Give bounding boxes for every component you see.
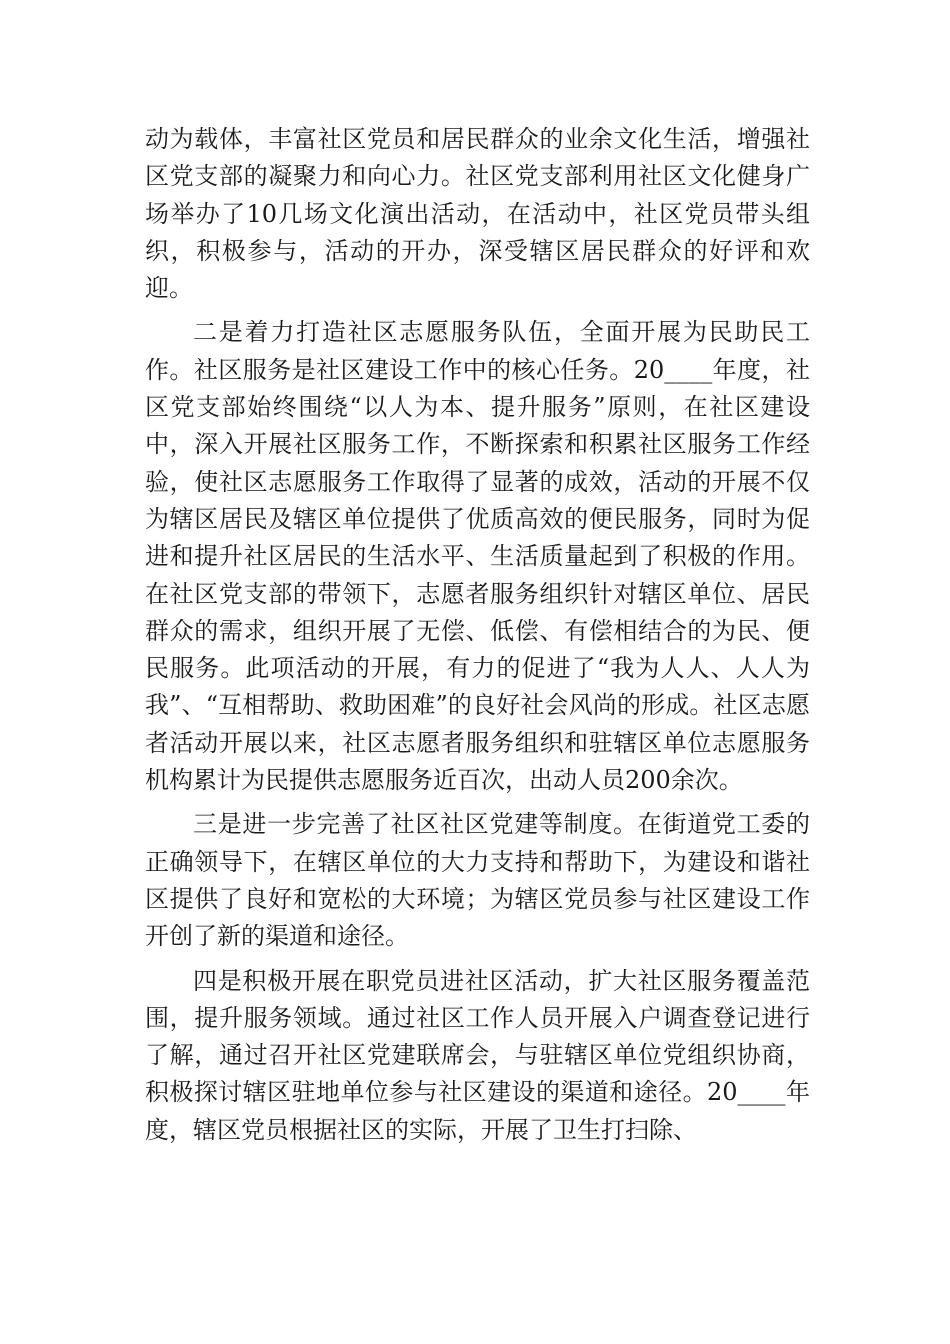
paragraph-two: 二是着力打造社区志愿服务队伍，全面开展为民助民工作。社区服务是社区建设工作中的核心任务。20____年度，社区党支部始终围绕“以人为本、提升服务”原则，在社区建设中，深入开展社区服务工作，不断探索和积累社区服务工作经验，使社区志愿服务工作取得了显著的成效，活动的开展不仅为辖区居民及辖区单位提供了优质高效的便民服务，同时为促进和提升社区居民的生活水平、生活质量起到了积极的作用。在社区党支部的带领下，志愿者服务组织针对辖区单位、居民群众的需求，组织开展了无偿、低偿、有偿相结合的为民、便民服务。此项活动的开展，有力的促进了“我为人人、人人为我”、“互相帮助、救助困难”的良好社会风尚的形成。社区志愿者活动开展以来，社区志愿者服务组织和驻辖区单位志愿服务机构累计为民提供志愿服务近百次，出动人员200余次。 (145, 318, 810, 795)
document-body (145, 121, 810, 1156)
paragraph-continued: 动为载体，丰富社区党员和居民群众的业余文化生活，增强社区党支部的凝聚力和向心力。社区党支部利用社区文化健身广场举办了10几场文化演出活动，在活动中，社区党员带头组织，积极参与，活动的开办，深受辖区居民群众的好评和欢迎。 (145, 125, 810, 303)
paragraph-four: 四是积极开展在职党员进社区活动，扩大社区服务覆盖范围，提升服务领域。通过社区工作人员开展入户调查登记进行了解，通过召开社区党建联席会，与驻辖区单位党组织协商，积极探讨辖区驻地单位参与社区建设的渠道和途径。20____年度，辖区党员根据社区的实际，开展了卫生打扫除、 (145, 966, 810, 1144)
paragraph-three: 三是进一步完善了社区社区党建等制度。在街道党工委的正确领导下，在辖区单位的大力支持和帮助下，为建设和谐社区提供了良好和宽松的大环境；为辖区党员参与社区建设工作开创了新的渠道和途径。 (145, 810, 810, 951)
